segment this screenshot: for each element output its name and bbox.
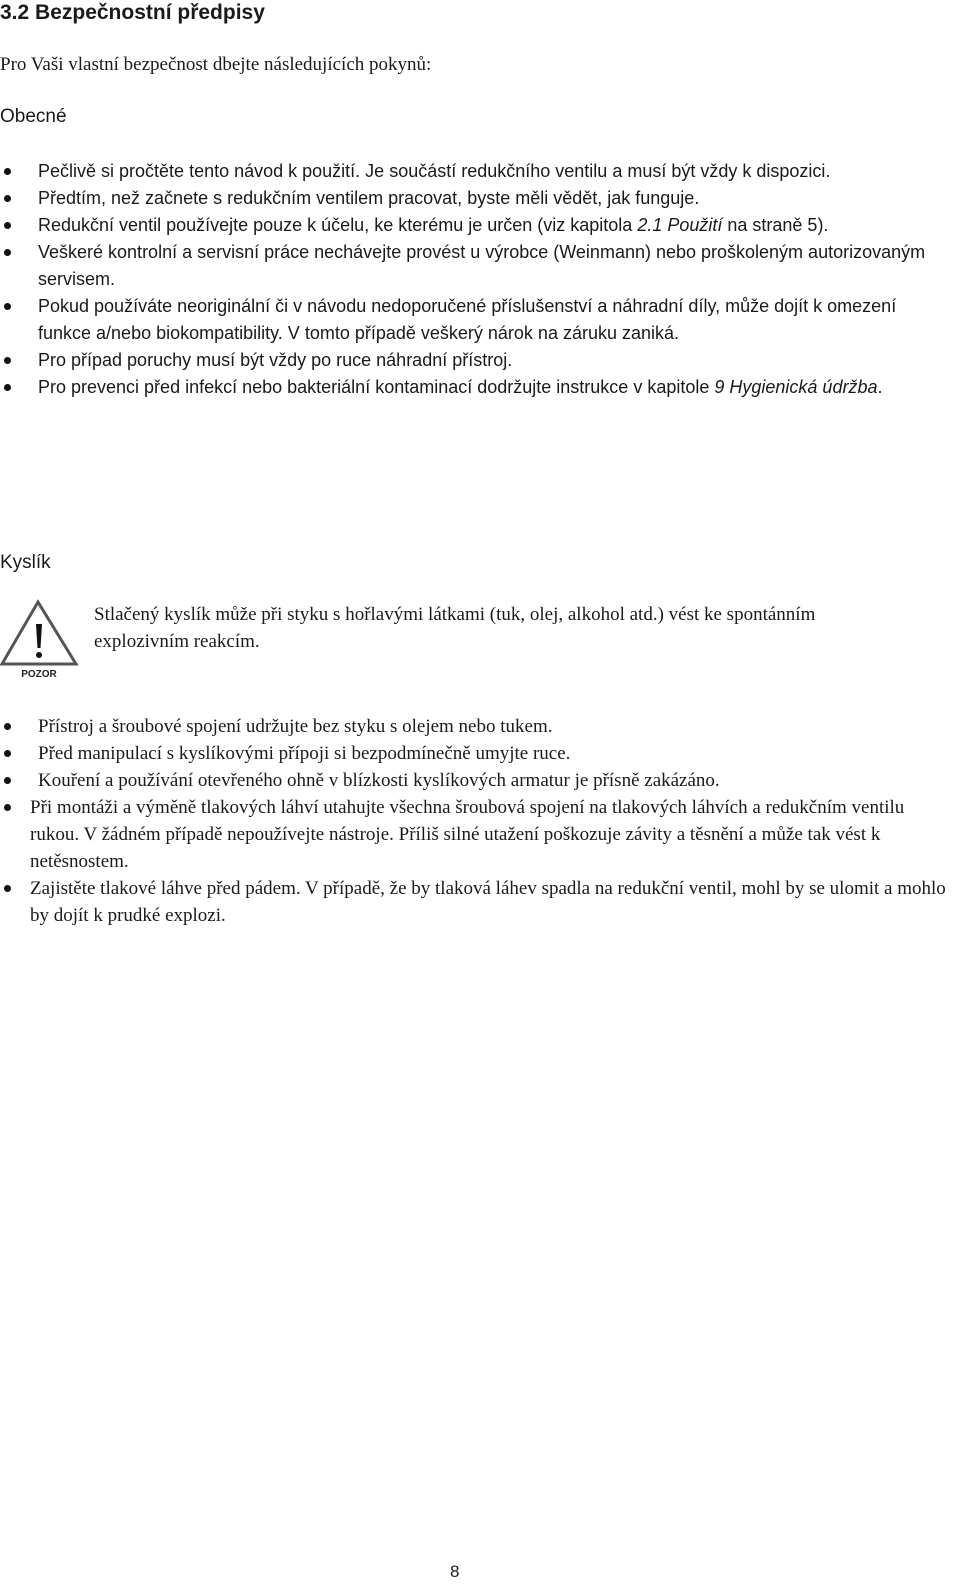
page-number: 8 xyxy=(450,1562,460,1581)
list-item: Před manipulací s kyslíkovými přípoji si bezpodmínečně umyjte ruce. xyxy=(0,740,943,767)
list-item: Přístroj a šroubové spojení udržujte bez styku s olejem nebo tukem. xyxy=(0,713,943,740)
list-item: Předtím, než začnete s redukčním ventilem pracovat, byste měli vědět, jak funguje. xyxy=(0,185,943,212)
oxygen-list xyxy=(0,713,950,929)
chapter-reference: 2.1 Použití xyxy=(637,215,723,235)
chapter-reference: 9 Hygienická údržba xyxy=(714,377,878,397)
list-item: Při montáži a výměně tlakových láhví utahujte všechna šroubová spojení na tlakových láhvích a redukčním ventilu rukou. V žádném případě nepoužívejte nástroje. Příliš silné utažení poškozuje závity a těsnění a může tak vést k netěsnostem. xyxy=(0,794,950,875)
warning-sign-label: POZOR xyxy=(21,669,57,680)
warning-text: Stlačený kyslík může při styku s hořlavými látkami (tuk, olej, alkohol atd.) vést ke spontánním explozivním reakcím. xyxy=(94,604,816,652)
general-subheading: Obecné xyxy=(0,106,67,127)
general-list xyxy=(0,158,943,401)
list-item: Pokud používáte neoriginální či v návodu nedoporučené příslušenství a náhradní díly, může dojít k omezení funkce a/nebo biokompatibility. V tomto případě veškerý nárok na záruku zaniká. xyxy=(0,293,943,347)
warning-sign-icon xyxy=(0,598,80,680)
list-item: Pro prevenci před infekcí nebo bakteriální kontaminací dodržujte instrukce v kapitole 9 Hygienická údržba. xyxy=(0,374,943,401)
section-heading: 3.2 Bezpečnostní předpisy xyxy=(0,1,265,24)
list-item: Veškeré kontrolní a servisní práce nechávejte provést u výrobce (Weinmann) nebo proškoleným autorizovaným servisem. xyxy=(0,239,943,293)
list-item: Redukční ventil používejte pouze k účelu, ke kterému je určen (viz kapitola 2.1 Použití na straně 5). xyxy=(0,212,943,239)
list-item: Kouření a používání otevřeného ohně v blízkosti kyslíkových armatur je přísně zakázáno. xyxy=(0,767,943,794)
intro-text: Pro Vaši vlastní bezpečnost dbejte následujících pokynů: xyxy=(0,54,432,75)
list-item: Pečlivě si pročtěte tento návod k použití. Je součástí redukčního ventilu a musí být vždy k dispozici. xyxy=(0,158,943,185)
oxygen-subheading: Kyslík xyxy=(0,552,51,573)
list-item: Pro případ poruchy musí být vždy po ruce náhradní přístroj. xyxy=(0,347,943,374)
list-item: Zajistěte tlakové láhve před pádem. V případě, že by tlaková láhev spadla na redukční ventil, mohl by se ulomit a mohlo by dojít k prudké explozi. xyxy=(0,875,950,929)
